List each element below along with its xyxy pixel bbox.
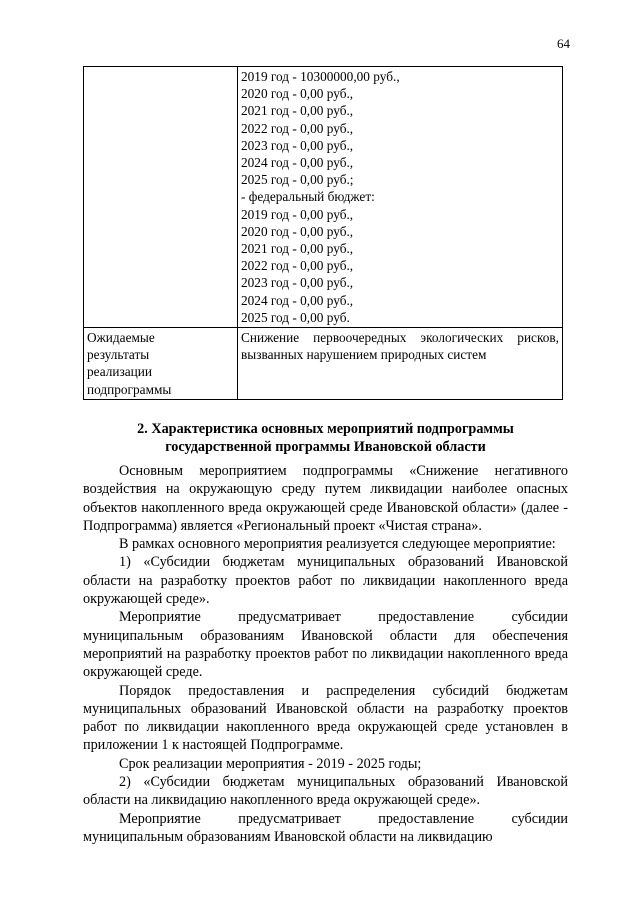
funding-line: 2025 год - 0,00 руб.; — [241, 172, 354, 188]
paragraph: Мероприятие предусматривает предоставление субсидии муниципальным образованиям Ивановской области на ликвидацию — [83, 810, 568, 845]
paragraph: В рамках основного мероприятия реализуется следующее мероприятие: — [119, 536, 556, 553]
section-heading-line: государственной программы Ивановской области — [165, 439, 486, 455]
funding-label-cell — [84, 67, 238, 328]
funding-line: 2021 год - 0,00 руб., — [241, 241, 354, 257]
program-passport-table — [83, 66, 563, 400]
results-row — [84, 328, 563, 400]
funding-line: 2024 год - 0,00 руб., — [241, 155, 354, 171]
funding-line: 2023 год - 0,00 руб., — [241, 275, 354, 291]
funding-line: 2024 год - 0,00 руб., — [241, 292, 354, 308]
paragraph: Основным мероприятием подпрограммы «Снижение негативного воздействия на окружающую среду путем ликвидации наиболее опасных объектов накопленного вреда окружающей среде Ивановской области» (далее - Подпрограмма) является «Региональный проект «Чистая страна». — [83, 463, 568, 534]
funding-value-cell — [238, 67, 563, 328]
funding-line: - федеральный бюджет: — [241, 189, 375, 205]
results-label-line: подпрограммы — [87, 381, 172, 397]
funding-line: 2022 год - 0,00 руб., — [241, 120, 354, 136]
funding-line: 2019 год - 10300000,00 руб., — [241, 69, 400, 84]
section-heading — [83, 420, 568, 456]
paragraph: Мероприятие предусматривает предоставление субсидии муниципальным образованиям Ивановской области для обеспечения мероприятий на разработку проектов работ по ликвидации накопленного вреда окружающей среде. — [83, 609, 568, 681]
funding-line: 2020 год - 0,00 руб., — [241, 223, 354, 239]
section-body — [83, 462, 568, 846]
results-value-cell: Снижение первоочередных экологических рисков, вызванных нарушением природных систем — [238, 328, 563, 400]
page-number: 64 — [557, 36, 570, 51]
results-label-line: Ожидаемые — [87, 330, 155, 346]
funding-line: 2023 год - 0,00 руб., — [241, 137, 354, 153]
funding-line: 2025 год - 0,00 руб. — [241, 309, 350, 325]
funding-row — [84, 67, 563, 328]
paragraph: 1) «Субсидии бюджетам муниципальных образований Ивановской области на разработку проектов работ по ликвидации накопленного вреда окружающей среде». — [83, 554, 568, 608]
results-label-cell — [84, 328, 238, 400]
results-label-line: реализации — [87, 364, 152, 380]
paragraph: 2) «Субсидии бюджетам муниципальных образований Ивановской области на ликвидацию накопленного вреда окружающей среде». — [83, 774, 568, 809]
funding-line: 2022 год - 0,00 руб., — [241, 258, 354, 274]
paragraph: Срок реализации мероприятия - 2019 - 2025 годы; — [119, 755, 422, 772]
paragraph: Порядок предоставления и распределения субсидий бюджетам муниципальных образований Ивановской области на разработку проектов работ по ликвидации накопленного вреда окружающей среде установлен в приложении 1 к настоящей Подпрограмме. — [83, 682, 568, 754]
section-heading-line: 2. Характеристика основных мероприятий подпрограммы — [137, 421, 514, 437]
results-label-line: результаты — [87, 347, 150, 363]
funding-line: 2020 год - 0,00 руб., — [241, 86, 354, 102]
funding-line: 2021 год - 0,00 руб., — [241, 103, 354, 119]
funding-line: 2019 год - 0,00 руб., — [241, 206, 354, 222]
